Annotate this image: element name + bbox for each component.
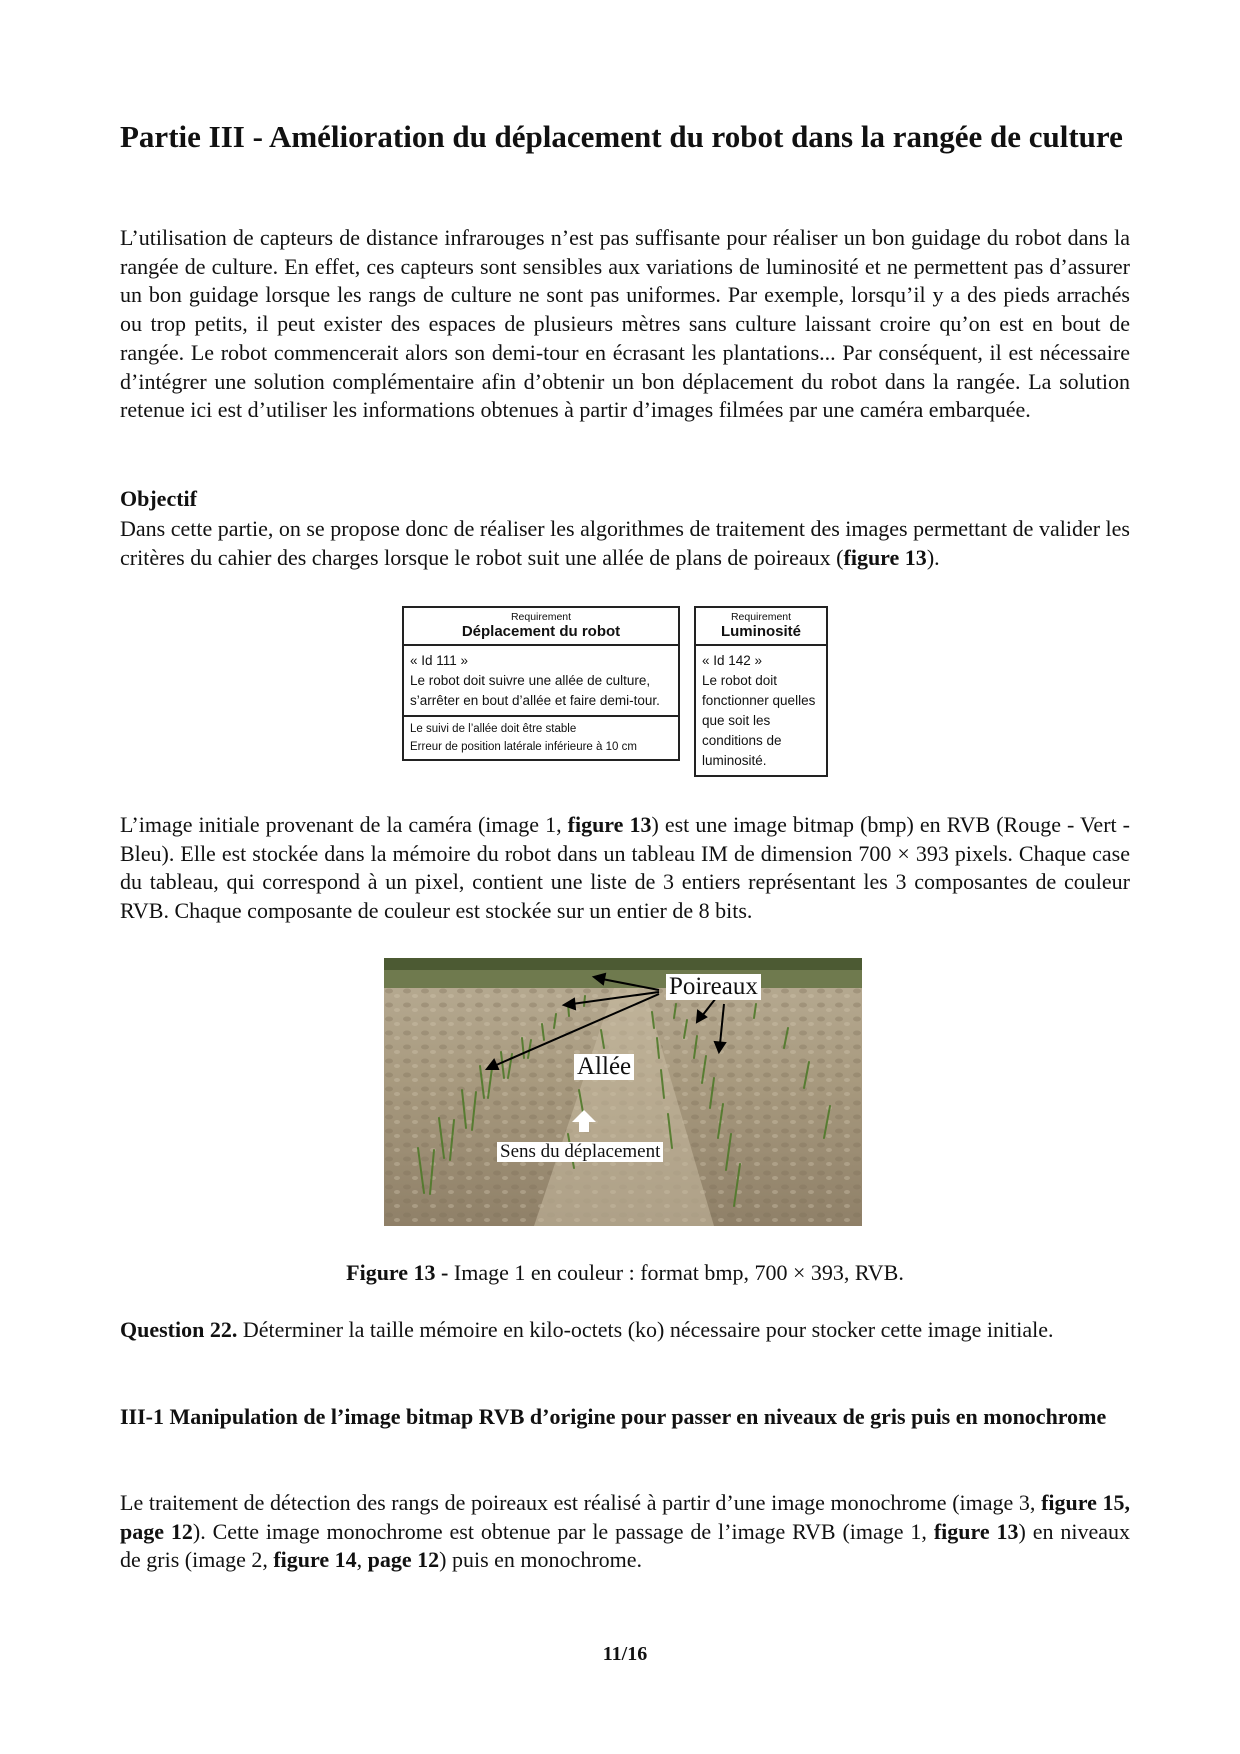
label-sens-deplacement: Sens du déplacement (497, 1142, 663, 1162)
requirement-constraint: Le suivi de l’allée doit être stable (410, 723, 577, 735)
question-text: Déterminer la taille mémoire en kilo-octets (ko) nécessaire pour stocker cette image initiale. (237, 1317, 1054, 1342)
requirement-constraint: Erreur de position latérale inférieure à 10 cm (410, 741, 637, 753)
requirement-id: « Id 111 » (410, 653, 469, 668)
section-paragraph (120, 1489, 1130, 1575)
section-text: , (356, 1547, 368, 1573)
section-text: ) puis en monochrome. (439, 1547, 643, 1573)
section-text: ). Cette image monochrome est obtenue par le passage de l’image RVB (image 1, (192, 1518, 934, 1544)
section-text: ) en niveaux de gris (image 2, (120, 1518, 1131, 1573)
requirement-luminosite (694, 606, 828, 777)
requirement-text: Le robot doit suivre une allée de culture, s’arrêter en bout d’allée et faire demi-tour. (410, 673, 660, 708)
objective-text-end: ). (926, 544, 940, 570)
figure-caption (120, 1260, 1130, 1286)
figure-13-ref: figure 13 (843, 544, 927, 570)
requirement-name: Luminosité (696, 623, 826, 646)
requirement-body (404, 646, 678, 715)
figure-13-ref: figure 13 (567, 812, 652, 837)
section-heading: III-1 Manipulation de l’image bitmap RVB d’origine pour passer en niveaux de gris puis en monochrome (120, 1404, 1107, 1429)
requirement-stereotype: Requirement (730, 611, 792, 623)
field-photo-drawing (384, 958, 862, 1226)
requirement-stereotype: Requirement (510, 611, 572, 623)
objective-paragraph (120, 515, 1130, 572)
requirement-text: Le robot doit fonctionner quelles que soit les conditions de luminosité. (702, 673, 816, 768)
figure-13-ref: figure 13 (933, 1518, 1019, 1544)
requirement-id: « Id 142 » (702, 653, 763, 668)
objective-heading: Objectif (120, 486, 197, 511)
intro-paragraph: L’utilisation de capteurs de distance infrarouges n’est pas suffisante pour réaliser un bon guidage du robot dans la rangée de culture. En effet, ces capteurs sont sensibles aux variations de luminosité et ne permettent pas d’assurer un bon guidage lorsque les rangs de culture ne sont pas uniformes. Par exemple, lorsqu’il y a des pieds arrachés ou trop petits, il peut exister des espaces de plusieurs mètres sans culture laissant croire qu’on est en bout de rangée. Le robot commencerait alors son demi-tour en écrasant les plantations... Par conséquent, il est nécessaire d’intégrer une solution complémentaire afin d’obtenir un bon déplacement du robot dans la rangée. La solution retenue ici est d’utiliser les informations obtenues à partir d’images filmées par une caméra embarquée. (120, 225, 1130, 423)
section-text: Le traitement de détection des rangs de poireaux est réalisé à partir d’une image monochrome (image 3, (120, 1490, 1042, 1515)
page-title: Partie III - Amélioration du déplacement du robot dans la rangée de culture (120, 119, 1123, 154)
requirement-body (696, 646, 826, 775)
requirement-name: Déplacement du robot (404, 623, 678, 646)
label-poireaux: Poireaux (666, 974, 761, 1000)
figure-14-ref: figure 14 (273, 1547, 357, 1573)
objective-text: Dans cette partie, on se propose donc de réaliser les algorithmes de traitement des images permettant de valider les critères du cahier des charges lorsque le robot suit une allée de plans de poireaux ( (120, 516, 1130, 570)
label-allee: Allée (574, 1054, 634, 1080)
requirement-deplacement (402, 606, 680, 761)
figure-label: Figure 13 - (346, 1260, 454, 1285)
question-22 (120, 1316, 1130, 1345)
page-12-ref: page 12 (367, 1547, 440, 1573)
requirement-constraints (404, 715, 678, 759)
figure-15-ref: figure 15, page 12 (120, 1490, 1131, 1544)
image-paragraph (120, 811, 1130, 926)
image-text: L’image initiale provenant de la caméra (image 1, (120, 812, 568, 837)
figure-caption-text: Image 1 en couleur : format bmp, 700 × 393, RVB. (453, 1260, 904, 1285)
question-label: Question 22. (120, 1317, 238, 1342)
field-photo (384, 958, 862, 1226)
page-number: 11/16 (602, 1643, 648, 1665)
image-text-end: ) est une image bitmap (bmp) en RVB (Rouge - Vert - Bleu). Elle est stockée dans la mémoire du robot dans un tableau IM de dimension 700 × 393 pixels. Chaque case du tableau, qui correspond à un pixel, contient une liste de 3 entiers représentant les 3 composantes de couleur RVB. Chaque composante de couleur est stockée sur un entier de 8 bits. (120, 812, 1131, 924)
